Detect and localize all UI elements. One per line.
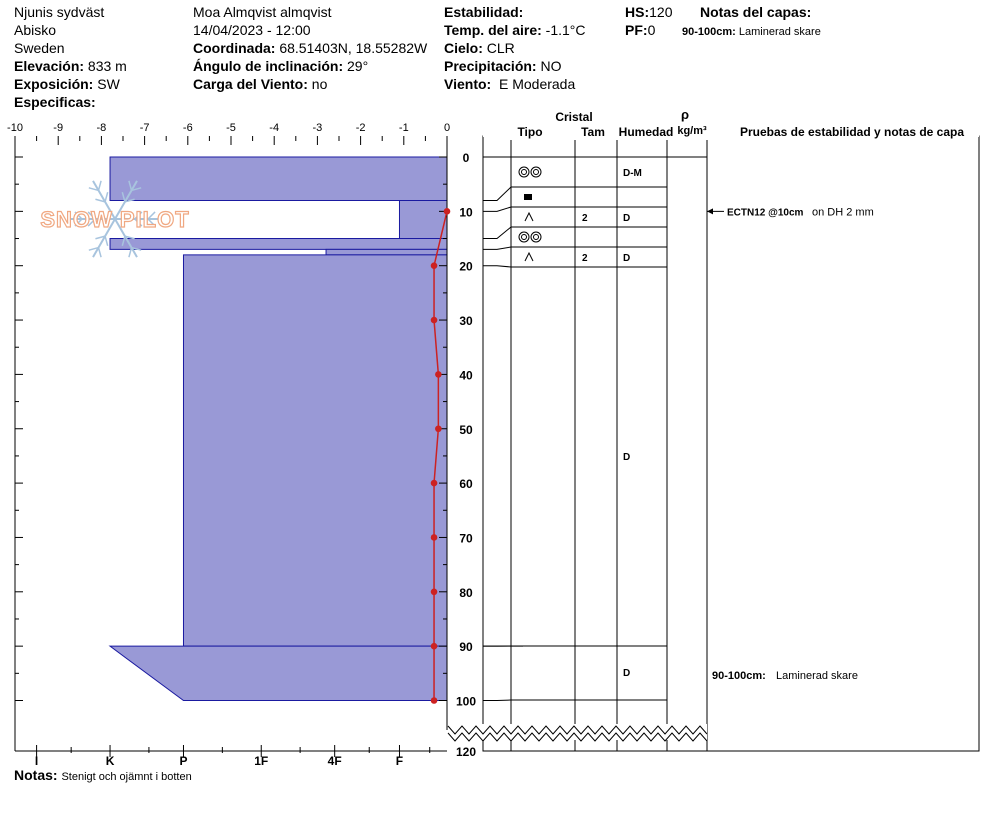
temperature-tick-label: -9 xyxy=(53,122,64,134)
coordinates-label: Coordinada: xyxy=(193,40,276,56)
coordinates-value: 68.51403N, 18.55282W xyxy=(279,40,428,56)
temperature-point xyxy=(435,425,442,432)
grain-size: 2 xyxy=(582,253,588,264)
snowflake-branch xyxy=(99,248,102,258)
air-temp-label: Temp. del aire: xyxy=(444,22,542,38)
size-header: Tam xyxy=(581,125,605,139)
specifics-label: Especificas: xyxy=(14,94,96,110)
hardness-tick-label: 1F xyxy=(254,754,269,768)
facet-grain-symbol xyxy=(525,253,533,261)
moisture-header: Humedad xyxy=(618,125,674,139)
depth-tick-label: 80 xyxy=(459,585,473,600)
rounded-grain-symbol xyxy=(522,170,527,175)
logo-text: SNOW PILOT xyxy=(40,207,190,232)
temperature-point xyxy=(431,480,438,487)
slope-value: 29° xyxy=(347,58,369,74)
observation-datetime: 14/04/2023 - 12:00 xyxy=(193,22,311,38)
test-code: ECTN12 @10cm xyxy=(727,207,804,219)
hs-label: HS: xyxy=(625,4,650,20)
temperature-point xyxy=(431,262,438,269)
test-arrow-head xyxy=(707,208,713,214)
grain-size: 2 xyxy=(582,213,588,224)
rounded-grain-symbol xyxy=(522,235,527,240)
layer-notes-range: 90-100cm: xyxy=(682,26,736,38)
notes-label: Notas: xyxy=(14,767,58,783)
temperature-tick-label: 0 xyxy=(443,122,451,134)
hardness-layer xyxy=(110,157,447,200)
depth-tick-label: 0 xyxy=(462,151,470,165)
depth-tick-label: 50 xyxy=(459,422,473,437)
crystal-header: Cristal xyxy=(555,110,593,124)
depth-tick-label: 100 xyxy=(455,694,477,709)
layer-depth-connector xyxy=(483,227,517,239)
temperature-tick-label: -6 xyxy=(182,122,193,134)
hardness-tick-label: I xyxy=(34,754,39,768)
moisture-value: D xyxy=(623,668,631,679)
depth-tick-label: 120 xyxy=(455,745,477,759)
depth-tick-label: 20 xyxy=(459,259,473,274)
test-note: on DH 2 mm xyxy=(812,206,874,219)
slope-label: Ángulo de inclinación: xyxy=(193,58,344,74)
rounded-grain-symbol xyxy=(534,235,539,240)
layer-note-text: Laminerad skare xyxy=(776,670,858,682)
temperature-tick-label: -1 xyxy=(398,122,409,134)
rounded-grain-symbol xyxy=(519,167,529,177)
moisture-value: D xyxy=(623,452,631,463)
depth-tick-label: 30 xyxy=(459,314,473,329)
sky-label: Cielo: xyxy=(444,40,483,56)
moisture-value: D-M xyxy=(623,168,642,179)
temperature-point xyxy=(431,317,438,324)
hardness-layer xyxy=(110,646,447,700)
observer-name: Moa Almqvist almqvist xyxy=(193,4,332,20)
hardness-tick-label: F xyxy=(395,754,404,768)
sky-value: CLR xyxy=(486,40,515,56)
hardness-layer xyxy=(399,200,447,238)
pf-label: PF: xyxy=(625,22,648,38)
layer-depth-connector xyxy=(483,207,517,211)
temperature-point xyxy=(431,589,438,596)
layer-notes-label: Notas del capas: xyxy=(700,4,812,20)
pf-value: 0 xyxy=(647,22,656,38)
snowflake-branch xyxy=(105,192,108,202)
rounded-grain-symbol xyxy=(531,167,541,177)
temperature-point xyxy=(431,643,438,650)
region-name: Abisko xyxy=(14,22,57,38)
temperature-point xyxy=(435,371,442,378)
wind-load-label: Carga del Viento: xyxy=(193,76,308,92)
facet-grain-symbol xyxy=(525,213,533,221)
country-name: Sweden xyxy=(14,40,65,56)
temperature-tick-label: -5 xyxy=(226,122,236,134)
wind-label: Viento: xyxy=(444,76,492,92)
depth-tick-label: 60 xyxy=(459,477,473,492)
depth-tick-label: 40 xyxy=(459,368,473,383)
temperature-tick-label: -4 xyxy=(269,122,280,134)
layer-depth-connector xyxy=(483,266,517,267)
precip-value: NO xyxy=(540,58,562,74)
depth-tick-label: 10 xyxy=(459,205,473,220)
layer-depth-connector xyxy=(483,700,517,701)
temperature-tick-label: -3 xyxy=(312,122,323,134)
layer-notes-text: Laminerad skare xyxy=(738,26,821,38)
elevation-value: 833 m xyxy=(87,58,127,74)
precip-label: Precipitación: xyxy=(444,58,537,74)
tests-header: Pruebas de estabilidad y notas de capa xyxy=(739,125,965,139)
rho-header: ρ xyxy=(680,107,690,122)
type-header: Tipo xyxy=(517,125,543,139)
rounded-grain-symbol xyxy=(531,232,541,242)
ice-layer-symbol xyxy=(524,194,532,200)
temperature-tick-label: -7 xyxy=(139,122,150,134)
temperature-tick-label: -10 xyxy=(7,122,23,134)
hs-value: 120 xyxy=(649,4,673,20)
hardness-layer xyxy=(183,255,447,646)
density-unit-header: kg/m³ xyxy=(677,125,707,137)
hardness-layer xyxy=(110,239,447,250)
temperature-tick-label: -2 xyxy=(355,122,366,134)
rounded-grain-symbol xyxy=(519,232,529,242)
snowflake-branch xyxy=(105,236,108,246)
layer-note-range: 90-100cm: xyxy=(712,670,766,682)
hardness-layer xyxy=(326,249,447,254)
depth-tick-label: 70 xyxy=(459,531,473,546)
temperature-tick-label: -8 xyxy=(96,122,107,134)
moisture-value: D xyxy=(623,213,631,224)
layer-depth-connector xyxy=(483,187,517,200)
depth-tick-label: 90 xyxy=(459,640,473,655)
temperature-point xyxy=(431,534,438,541)
temperature-point xyxy=(431,697,438,704)
snowflake-branch xyxy=(99,181,102,191)
moisture-value: D xyxy=(623,253,631,264)
elevation-label: Elevación: xyxy=(14,58,85,74)
air-temp-value: -1.1°C xyxy=(545,22,586,38)
rounded-grain-symbol xyxy=(534,170,539,175)
wind-value: E Moderada xyxy=(498,76,576,92)
notes-text: Stenigt och ojämnt i botten xyxy=(61,771,192,783)
hardness-tick-label: K xyxy=(105,754,115,768)
location-name: Njunis sydväst xyxy=(14,4,105,20)
aspect-value: SW xyxy=(97,76,120,92)
temperature-point xyxy=(444,208,451,215)
stability-label: Estabilidad: xyxy=(444,4,524,20)
aspect-label: Exposición: xyxy=(14,76,94,92)
layer-depth-connector xyxy=(483,247,517,249)
hardness-tick-label: 4F xyxy=(327,754,342,768)
hardness-tick-label: P xyxy=(179,754,188,768)
layer-table-border xyxy=(483,136,979,751)
wind-load-value: no xyxy=(311,76,328,92)
